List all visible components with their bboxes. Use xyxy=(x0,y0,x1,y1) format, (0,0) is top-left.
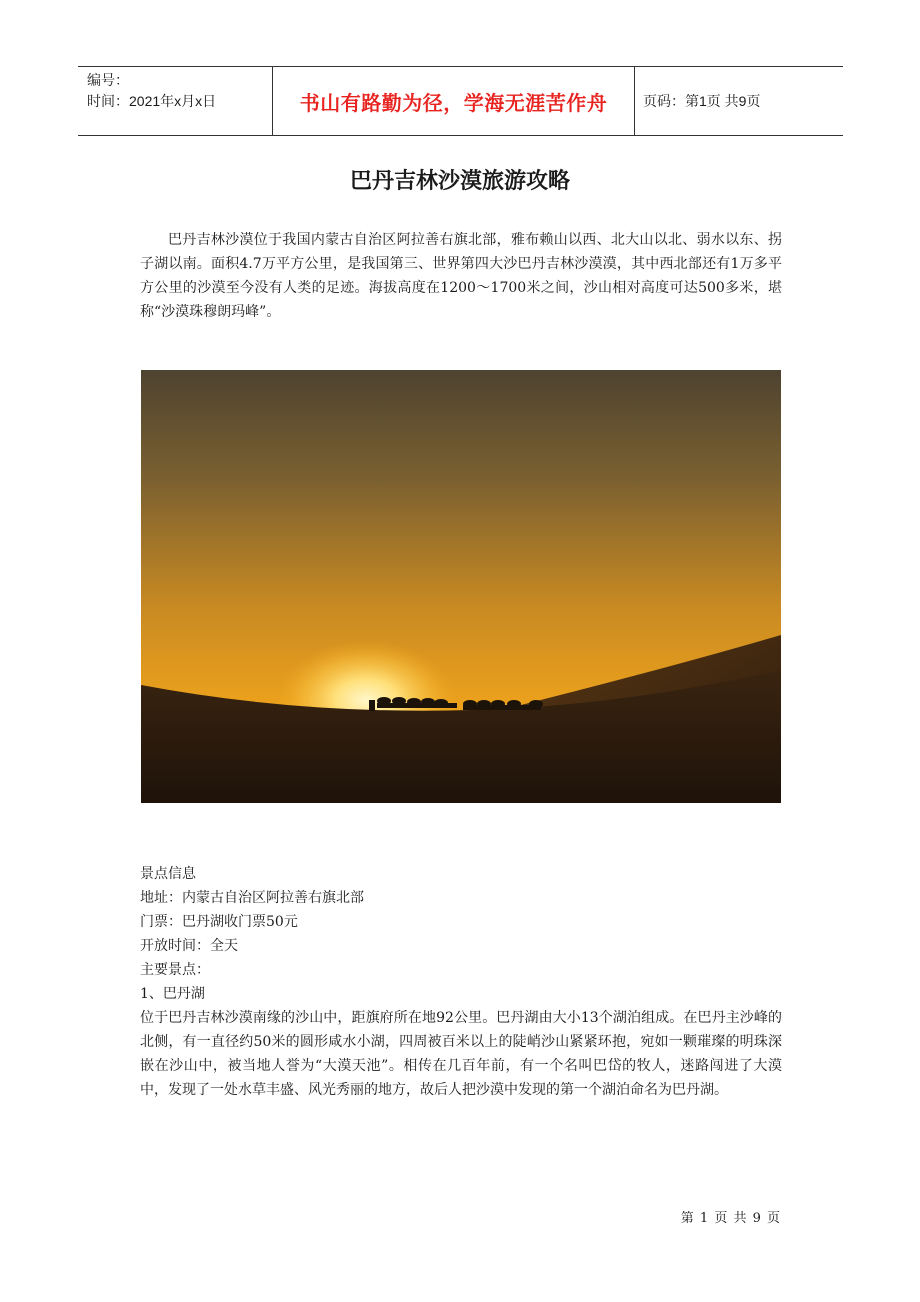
header-motto-cell xyxy=(273,67,635,135)
header-page-cell xyxy=(635,67,843,135)
motto-text: 书山有路勤为径，学海无涯苦作舟 xyxy=(299,90,608,115)
main-spots-heading: 主要景点： xyxy=(140,962,210,978)
header-left-cell xyxy=(78,67,273,135)
info-heading: 景点信息 xyxy=(140,866,196,882)
ticket-line: 门票：巴丹湖收门票50元 xyxy=(140,914,298,930)
desert-sunset-photo xyxy=(141,370,781,803)
time-label: 时间：2021年x月x日 xyxy=(87,93,217,109)
number-label: 编号： xyxy=(87,72,129,88)
intro-paragraph: 巴丹吉林沙漠位于我国内蒙古自治区阿拉善右旗北部，雅布赖山以西、北大山以北、弱水以东、拐子湖以南。面积4.7万平方公里，是我国第三、世界第四大沙巴丹吉林沙漠漠，其中西北部还有1万多平方公里的沙漠至今没有人类的足迹。海拔高度在1200～1700米之间，沙山相对高度可达500多米，堪称“沙漠珠穆朗玛峰”。 xyxy=(140,232,782,320)
spot1-title: 1、巴丹湖 xyxy=(140,986,205,1002)
page-title: 巴丹吉林沙漠旅游攻略 xyxy=(349,169,570,194)
address-line: 地址：内蒙古自治区阿拉善右旗北部 xyxy=(140,890,364,906)
header-table xyxy=(78,66,843,136)
spot1-description: 位于巴丹吉林沙漠南缘的沙山中，距旗府所在地92公里。巴丹湖由大小13个湖泊组成。在巴丹主沙峰的北侧，有一直径约50米的圆形咸水小湖，四周被百米以上的陡峭沙山紧紧环抱，宛如一颗璀璨的明珠深嵌在沙山中，被当地人誉为“大漠天池”。相传在几百年前，有一个名叫巴岱的牧人，迷路闯进了大漠中，发现了一处水草丰盛、风光秀丽的地方，故后人把沙漠中发现的第一个湖泊命名为巴丹湖。 xyxy=(140,1010,782,1098)
attraction-info xyxy=(140,862,782,1102)
page-footer: 第 1 页 共 9 页 xyxy=(680,1211,781,1226)
page-label: 页码：第1页 共9页 xyxy=(643,93,761,109)
hours-line: 开放时间：全天 xyxy=(140,938,238,954)
